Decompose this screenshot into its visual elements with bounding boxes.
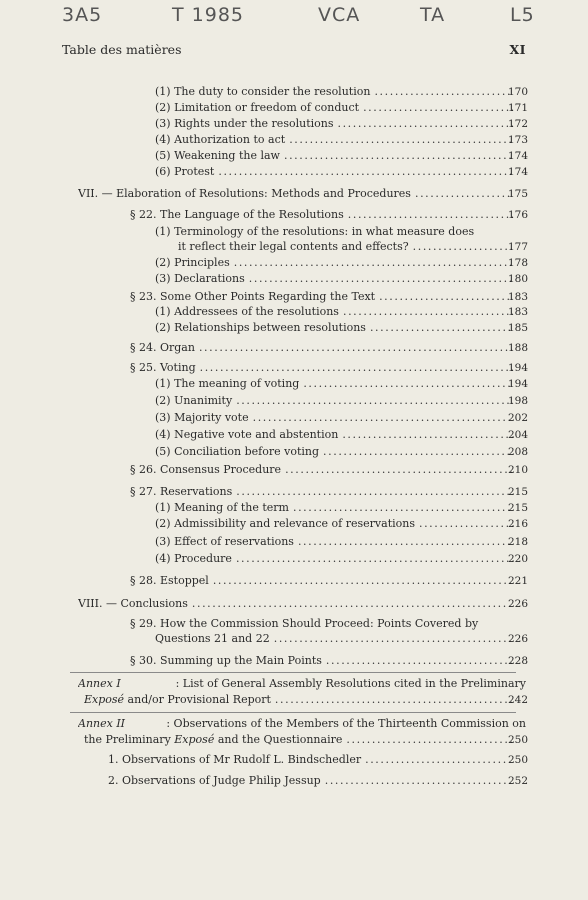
toc-page-number: 188 — [507, 342, 528, 354]
handwritten-note: L5 — [510, 4, 535, 26]
toc-page-number: 170 — [507, 86, 528, 98]
toc-page-number: 176 — [507, 209, 528, 221]
toc-row — [0, 500, 588, 516]
toc-row — [0, 100, 588, 116]
running-header-title: Table des matières — [62, 42, 182, 57]
toc-page-number: 204 — [507, 429, 528, 441]
divider — [70, 712, 516, 713]
toc-entry-text: (2) Relationships between resolutions — [155, 321, 366, 334]
toc-row — [0, 271, 588, 287]
toc-entry-text: (1) Meaning of the term — [155, 501, 289, 514]
toc-section-heading: § 23. Some Other Points Regarding the Text — [130, 290, 376, 303]
toc-page-number: 173 — [507, 134, 528, 146]
toc-page-number: 226 — [507, 598, 528, 610]
toc-row — [0, 340, 588, 356]
toc-row — [0, 304, 588, 320]
toc-page-number: 250 — [507, 734, 528, 746]
toc-row — [0, 148, 588, 164]
toc-entry-text: (3) Majority vote — [155, 411, 249, 424]
handwritten-note: TA — [420, 4, 446, 26]
toc-row — [0, 534, 588, 550]
handwritten-note: 3A5 — [62, 4, 103, 26]
toc-row — [0, 320, 588, 336]
toc-page-number: 178 — [507, 257, 528, 269]
toc-page-number: 250 — [507, 754, 528, 766]
toc-row — [0, 462, 588, 478]
toc-row — [0, 376, 588, 392]
toc-entry-text: it reflect their legal contents and effects? — [178, 240, 409, 253]
toc-annex-heading: Annex II : Observations of the Members of the Thirteenth Commission on — [78, 717, 526, 730]
toc-entry-text: 2. Observations of Judge Philip Jessup — [108, 774, 321, 787]
toc-row — [0, 410, 588, 426]
toc-row — [0, 255, 588, 271]
toc-row — [0, 484, 588, 500]
toc-section-heading: § 30. Summing up the Main Points — [130, 654, 322, 667]
toc-page-number: 177 — [507, 241, 528, 253]
toc-page-number: 175 — [507, 188, 528, 200]
toc-page-number: 174 — [507, 150, 528, 162]
toc-row — [0, 573, 588, 589]
toc-entry-text: (5) Weakening the law — [155, 149, 280, 162]
toc-row — [0, 616, 588, 632]
toc-page-number: 210 — [507, 464, 528, 476]
toc-row — [0, 773, 588, 789]
toc-row — [0, 84, 588, 100]
toc-entry-text: (4) Authorization to act — [155, 133, 286, 146]
toc-section-heading: § 27. Reservations — [130, 485, 233, 498]
toc-entry-text: 1. Observations of Mr Rudolf L. Bindschedler — [108, 753, 362, 766]
toc-entry-text: (4) Procedure — [155, 552, 232, 565]
toc-entry-text: (2) Admissibility and relevance of reservations — [155, 517, 415, 530]
toc-page-number: 194 — [507, 378, 528, 390]
toc-section-heading: § 22. The Language of the Resolutions — [130, 208, 344, 221]
toc-page-number: 183 — [507, 306, 528, 318]
toc-row — [0, 427, 588, 443]
toc-row — [0, 393, 588, 409]
toc-row — [0, 164, 588, 180]
toc-row — [0, 132, 588, 148]
toc-row-annex — [0, 716, 588, 732]
toc-entry-text: (1) The meaning of voting — [155, 377, 300, 390]
toc-page-number: 174 — [507, 166, 528, 178]
toc-section-heading: § 25. Voting — [130, 361, 196, 374]
divider — [70, 672, 516, 673]
toc-page-number: 171 — [507, 102, 528, 114]
toc-page-number: 180 — [507, 273, 528, 285]
toc-row-annex — [0, 676, 588, 692]
toc-row — [0, 239, 588, 255]
toc-entry-text: the Preliminary Exposé and the Questionnaire — [84, 733, 343, 746]
toc-page-number: 215 — [507, 486, 528, 498]
toc-row — [0, 444, 588, 460]
toc-entry-text: (2) Limitation or freedom of conduct — [155, 101, 360, 114]
toc-section-heading: § 26. Consensus Procedure — [130, 463, 282, 476]
toc-row — [0, 360, 588, 376]
toc-page-number: 198 — [507, 395, 528, 407]
toc-page-number: 194 — [507, 362, 528, 374]
toc-chapter-heading: VII. — Elaboration of Resolutions: Methods and Procedures — [78, 187, 411, 200]
toc-row — [0, 551, 588, 567]
toc-row — [0, 207, 588, 223]
toc-entry-text: Questions 21 and 22 — [155, 632, 270, 645]
toc-entry-text: (6) Protest — [155, 165, 215, 178]
toc-row — [0, 631, 588, 647]
toc-row — [0, 516, 588, 532]
toc-page-number: 172 — [507, 118, 528, 130]
toc-row — [0, 653, 588, 669]
toc-page-number: 216 — [507, 518, 528, 530]
toc-entry-text: (4) Negative vote and abstention — [155, 428, 339, 441]
toc-entry-text: (3) Rights under the resolutions — [155, 117, 334, 130]
running-header — [62, 42, 526, 62]
handwritten-notes — [0, 2, 588, 32]
handwritten-note: T 1985 — [172, 4, 244, 26]
handwritten-note: VCA — [318, 4, 361, 26]
toc-entry-text: (3) Declarations — [155, 272, 245, 285]
toc-page-number: 221 — [507, 575, 528, 587]
toc-chapter-heading: VIII. — Conclusions — [78, 597, 188, 610]
toc-row — [0, 692, 588, 708]
toc-page-number: 242 — [507, 694, 528, 706]
toc-page-number: 252 — [507, 775, 528, 787]
toc-page-number: 228 — [507, 655, 528, 667]
toc-page-number: 185 — [507, 322, 528, 334]
toc-row-chapter — [0, 596, 588, 612]
toc-entry-text: (1) Addressees of the resolutions — [155, 305, 339, 318]
toc-page-number: 226 — [507, 633, 528, 645]
toc-page-number: 218 — [507, 536, 528, 548]
toc-page-number: 208 — [507, 446, 528, 458]
toc-row-chapter — [0, 186, 588, 202]
toc-row — [0, 116, 588, 132]
toc-annex-heading: Annex I : List of General Assembly Resolutions cited in the Preliminary — [78, 677, 526, 690]
toc-entry-text: (1) The duty to consider the resolution — [155, 85, 371, 98]
page-number: XI — [509, 42, 526, 57]
toc-entry-text: (2) Principles — [155, 256, 230, 269]
toc-row — [0, 289, 588, 305]
toc-page-number: 220 — [507, 553, 528, 565]
toc-section-heading: § 24. Organ — [130, 341, 195, 354]
toc-entry-text: (1) Terminology of the resolutions: in what measure does — [155, 225, 475, 238]
toc-entry-text: Exposé and/or Provisional Report — [84, 693, 271, 706]
toc-section-heading: § 28. Estoppel — [130, 574, 209, 587]
toc-page-number: 183 — [507, 291, 528, 303]
toc-entry-text: (2) Unanimity — [155, 394, 233, 407]
toc-row — [0, 732, 588, 748]
toc-page-number: 202 — [507, 412, 528, 424]
toc-row — [0, 752, 588, 768]
toc-entry-text: (5) Conciliation before voting — [155, 445, 320, 458]
toc-row — [0, 224, 588, 240]
toc-entry-text: (3) Effect of reservations — [155, 535, 294, 548]
toc-section-heading: § 29. How the Commission Should Proceed: Points Covered by — [130, 617, 479, 630]
toc-page-number: 215 — [507, 502, 528, 514]
